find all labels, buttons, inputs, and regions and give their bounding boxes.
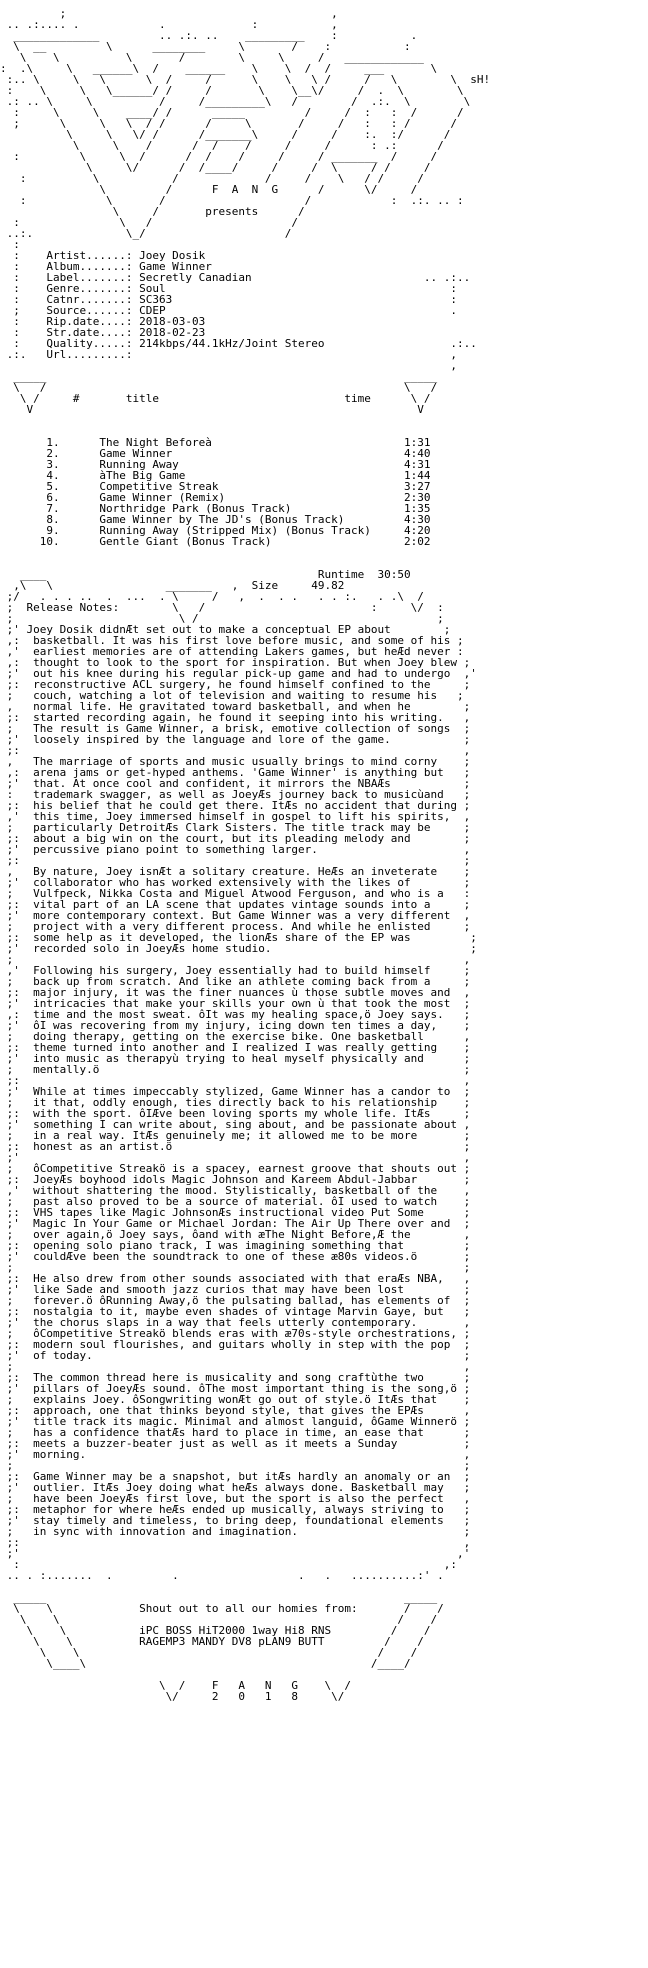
nfo-text: ; , .. .:.... . . : , _____________ .. .:. .. _________ : . \ __ \ ________ \ / : : \ \ \ / \ \ / ____________ : .\ \ ______\ / ______ \ \ / / ___ \ :.. \ \ \ \ / / \ \ \ / / \ \ sH! : \ \ \______/ / / \ \__\/ / . \ \ .: .. \ \ / /_________\ / / .:. \ \ : \ \ ____/ / _____ / / : : / / ; \ \ \ / / / \ / / : : / / \ \ \/ / /_______\ / / :. :/ / \ \ / / / / / / : .: / : \ \ / / / / / / _______ / / \ \/ / /____/ / / \ / / / : \ / / / \ / / / \ / F A N G / \/ / : \ / / : .:. .. : \ / presents / : \ / / ..:. \_/ / : : Artist......: Joey Dosik : Album.......: Game Winner : Label.......: Secretly Canadian .. .:.. : Genre.......: Soul : : Catnr.......: SC363 : ; Source......: CDEP . : Rip.date....: 2018-03-03 : Str.date....: 2018-02-23 : Quality.....: 214kbps/44.1kHz/Joint Stereo .:.. .:. Url.........: , , _____ _____ \ / \ / \ / # title time \ / V V 1. The Night Beforeà 1:31 2. Game Winner 4:40 3. Running Away 4:31 4. àThe Big Game 1:44 5. Competitive Streak 3:27 6. Game Winner (Remix) 2:30 7. Northridge Park (Bonus Track) 1:35 8. Game Winner by The JD's (Bonus Track) 4:30 9. Running Away (Stripped Mix) (Bonus Track) 4:20 10. Gentle Giant (Bonus Track) 2:02 ____ Runtime 30:50 ,\ \ _______ , Size 49.82 ;/ . . . .. . ... . \ / , . . . . . :. . .\ / ; Release Notes: \ / : \/ : ; \ / ; ;' Joey Dosik didnÆt set out to make a conceptual EP about ; ,: basketball. It was his first love before music, and some of his ; ,' earliest memories are of attending Lakers games, but heÆd never : ,: thought to look to the sport for inspiration. But when Joey blew ; ;' out his knee during his regular pick-up game and had to undergo ,' ;: reconstructive ACL surgery, he found himself confined to the ; ; couch, watching a lot of television and waiting to resume his ; , normal life. He gravitated toward basketball, and when he ; ;: started recording again, he found it seeping into his writing. , ; The result is Game Winner, a brisk, emotive collection of songs ; ;' loosely inspired by the language and lore of the game. ; ;: , , The marriage of sports and music usually brings to mind corny ; ,: arena jams or get-hyped anthems. 'Game Winner' is anything but ; ;' that. At once cool and confident, it mirrors the NBAÆs ; : trademark swagger, as well as JoeyÆs journey back to musicùand ; ;: his belief that he could get there. ItÆs no accident that during ; ,' this time, Joey immersed himself in gospel to lift his spirits, , ; particularly DetroitÆs Clark Sisters. The title track may be ; ;: about a big win on the court, but its pleading melody and ; ;' percussive piano point to something larger. , ;: ; , By nature, Joey isnÆt a solitary creature. HeÆs an inveterate ; ;' collaborator who has worked extensively with the likes of ; ; Vulfpeck, Nikka Costa and Miguel Atwood Ferguson, and who is a : ;: vital part of an LA scene that updates vintage sounds into a ; ;' more contemporary context. But Game Winner was a very different , ; project with a very different process. And while he enlisted ; ;: some help as it developed, the lionÆs share of the EP was ; ;' recorded solo in JoeyÆs home studio. ; ; , ,' Following his surgery, Joey essentially had to build himself ; ; back up from scratch. And like an athlete coming back from a ; ;: major injury, it was the finer nuances ù those subtle moves and , ;' intricacies that make your skills your own ù that took the most ; ,: time and the most sweat. ôIt was my healing space,ö Joey says. ; ;' ôI was recovering from my injury, icing down ten times a day, ; ; doing therapy, getting on the exercise bike. One basketball , ;: theme turned into another and I realized I was really getting ; ;' into music as therapyù trying to heal myself physically and ; ; mentally.ö ; ;: , ;' While at times impeccably stylized, Game Winner has a candor to ; ; it that, oddly enough, ties directly back to his relationship ; ;: with the sport. ôIÆve been loving sports my whole life. ItÆs ; ;' something I can write about, sing about, and be passionate about , ; in a real way. ItÆs genuinely me; it allowed me to be more ; ;: honest as an artist.ö ; ;' , ; ôCompetitive Streakö is a spacey, earnest groove that shouts out ; ;: JoeyÆs boyhood idols Magic Johnson and Kareem Abdul-Jabbar ; ,' without shattering the mood. Stylistically, basketball of the , ; past also proved to be a source of material. ôI used to watch ; ;: VHS tapes like Magic JohnsonÆs instructional video Put Some ; ;' Magic In Your Game or Michael Jordan: The Air Up There over and ; ; over again,ö Joey says, ôand with æThe Night Before,Æ the , ;: opening solo piano track, I was imagining something that ; ;' couldÆve been the soundtrack to one of these æ80s videos.ö ; ; ; ;: He also drew from other sounds associated with that eraÆs NBA, , ;' like Sade and smooth jazz curios that may have been lost ; ; forever.ö ôRunning Away,ö the pulsating ballad, has elements of ; ;: nostalgia to it, maybe even shades of vintage Marvin Gaye, but ; ;' the chorus slaps in a way that feels utterly contemporary. , ; ôCompetitive Streakö blends eras with æ70s-style orchestrations, ; ;: modern soul flourishes, and guitars wholly in step with the pop ; ;' of today. ; ; , ;: The common thread here is musicality and song craftùthe two ; ;' pillars of JoeyÆs sound. ôThe most important thing is the song,ö ; ; explains Joey. ôSongwriting wonÆt go out of style.ö ItÆs that ; ;: approach, one that thinks beyond style, that gives the EPÆs , ;' title track its magic. Minimal and almost languid, ôGame Winnerö ; ; has a confidence thatÆs hard to place in time, an ease that ; ;: meets a buzzer-beater just as well as it meets a Sunday ; ;' morning. , ; ; ;: Game Winner may be a snapshot, but itÆs hardly an anomaly or an ; ;' outlier. ItÆs Joey doing what heÆs always done. Basketball may ; ; have been JoeyÆs first love, but the sport is also the perfect , ;: metaphor for where heÆs ended up musically, always striving to ; ;' stay timely and timeless, to bring deep, foundational elements ; ; in sync with innovation and imagination. ; ;: , ;' ,' : ,: .. . :....... . . . . ..........:' . _____ _____ \ \ Shout out to all our homies from: / / \ \ / / \ \ iPC BOSS HiT2000 1way Hi8 RNS / / \ \ RAGEMP3 MANDY DV8 pLAN9 BUTT / / \ \ / / \____\ /____/ \ / F A N G \ / \/ 2 0 1 8 \/ bbox=[0, 7, 491, 1703]
